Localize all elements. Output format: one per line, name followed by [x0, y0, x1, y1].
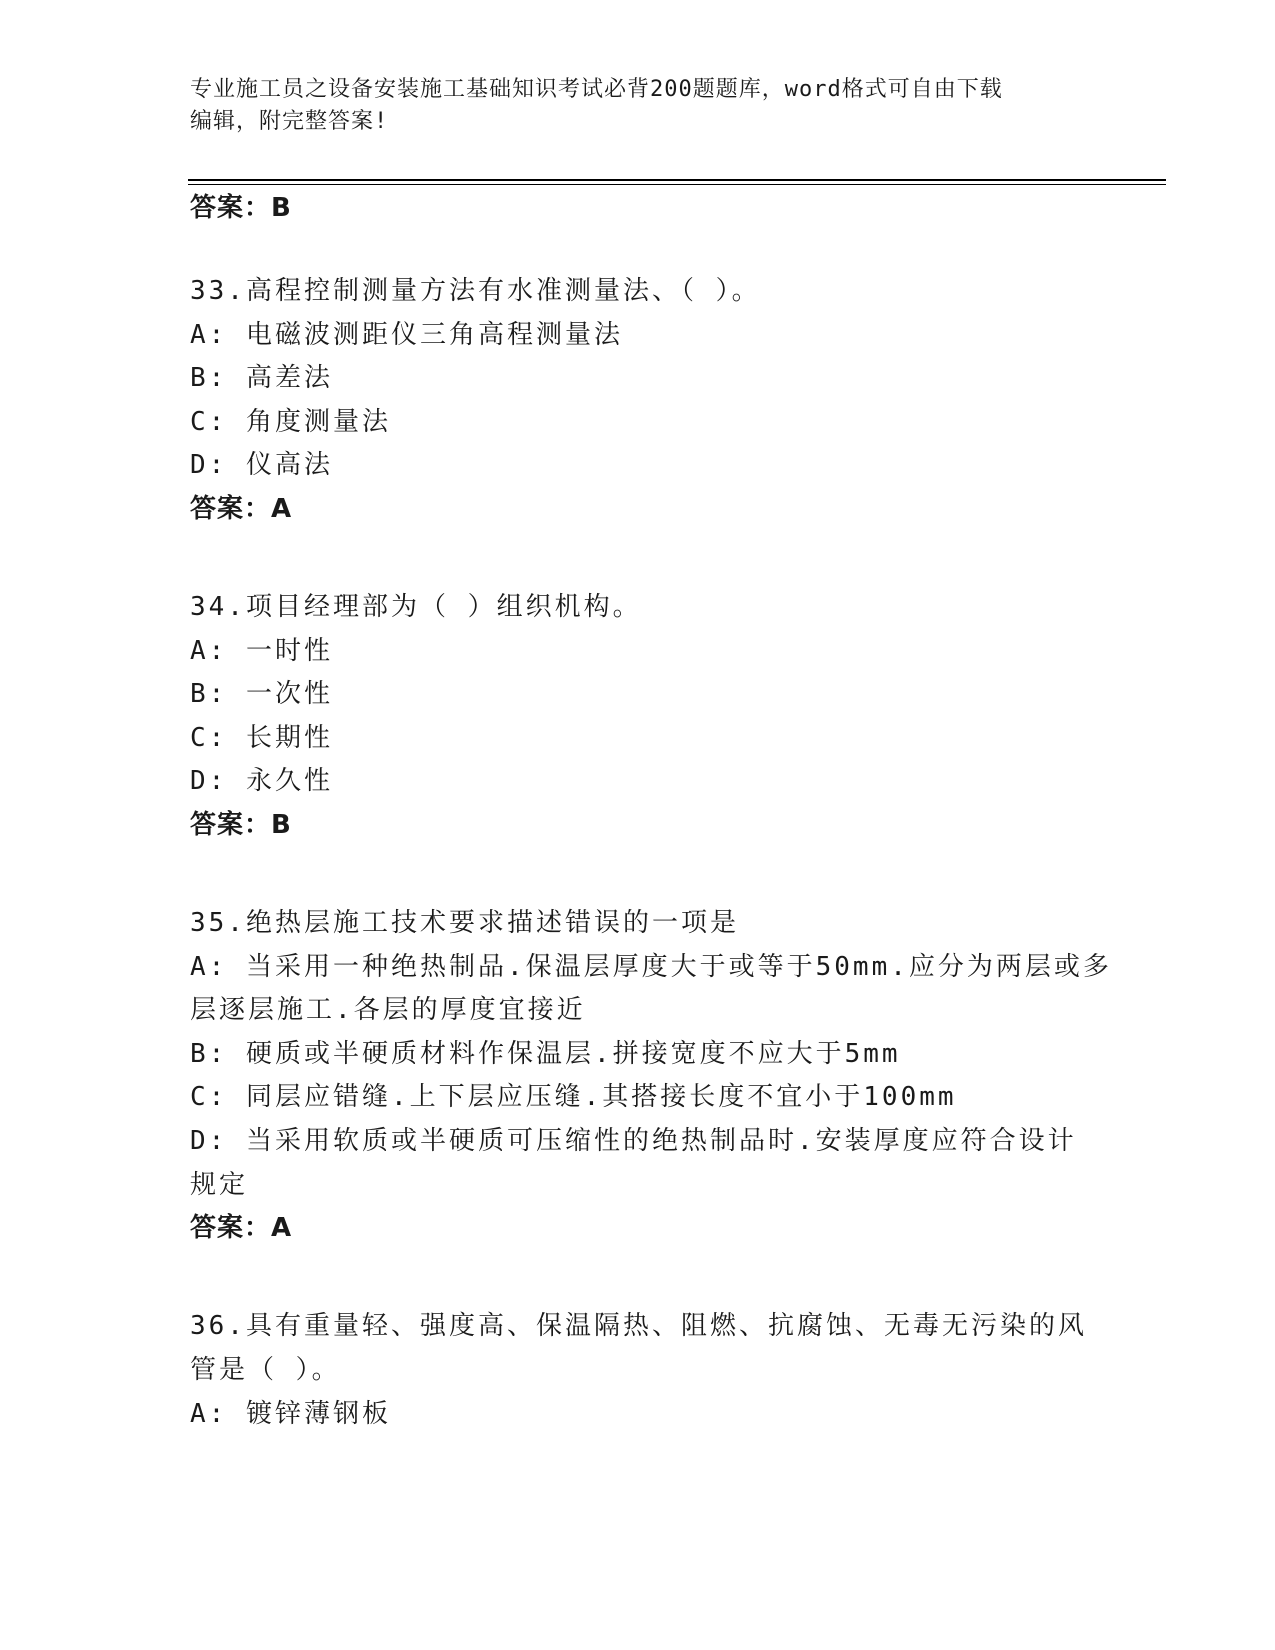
question-33-option-c: C: 角度测量法	[190, 407, 391, 437]
question-36-stem-line-2: 管是（ ）。	[190, 1355, 341, 1385]
question-33-answer: 答案：A	[190, 494, 293, 524]
header-divider-thick	[188, 179, 1166, 181]
question-36-stem-line-1: 36.具有重量轻、强度高、保温隔热、阻燃、抗腐蚀、无毒无污染的风	[190, 1311, 1087, 1341]
previous-answer: 答案：B	[190, 193, 292, 223]
question-33-option-d: D: 仪高法	[190, 450, 333, 480]
question-35-option-d-line-2: 规定	[190, 1170, 249, 1200]
question-35-option-b: B: 硬质或半硬质材料作保温层.拼接宽度不应大于5mm	[190, 1039, 901, 1069]
question-35-stem: 35.绝热层施工技术要求描述错误的一项是	[190, 908, 739, 938]
question-34-option-a: A: 一时性	[190, 636, 333, 666]
question-35-answer: 答案：A	[190, 1213, 293, 1243]
question-33-option-a: A: 电磁波测距仪三角高程测量法	[190, 320, 623, 350]
question-34-option-b: B: 一次性	[190, 679, 333, 709]
question-34-answer: 答案：B	[190, 810, 292, 840]
question-34-option-d: D: 永久性	[190, 766, 333, 796]
header-title-line-2: 编辑，附完整答案!	[190, 109, 389, 134]
question-35-option-d-line-1: D: 当采用软质或半硬质可压缩性的绝热制品时.安装厚度应符合设计	[190, 1126, 1077, 1156]
header-divider-thin	[188, 184, 1166, 185]
question-34-option-c: C: 长期性	[190, 723, 333, 753]
question-33-stem: 33.高程控制测量方法有水准测量法、（ ）。	[190, 276, 761, 306]
question-36-option-a: A: 镀锌薄钢板	[190, 1399, 391, 1429]
question-35-option-a-line-2: 层逐层施工.各层的厚度宜接近	[190, 995, 586, 1025]
question-33-option-b: B: 高差法	[190, 363, 333, 393]
header-title-line-1: 专业施工员之设备安装施工基础知识考试必背200题题库，word格式可自由下载	[190, 77, 1003, 102]
question-34-stem: 34.项目经理部为（ ）组织机构。	[190, 592, 642, 622]
document-header	[190, 74, 1090, 138]
question-35-option-c: C: 同层应错缝.上下层应压缝.其搭接长度不宜小于100mm	[190, 1082, 957, 1112]
question-35-option-a-line-1: A: 当采用一种绝热制品.保温层厚度大于或等于50mm.应分为两层或多	[190, 952, 1112, 982]
